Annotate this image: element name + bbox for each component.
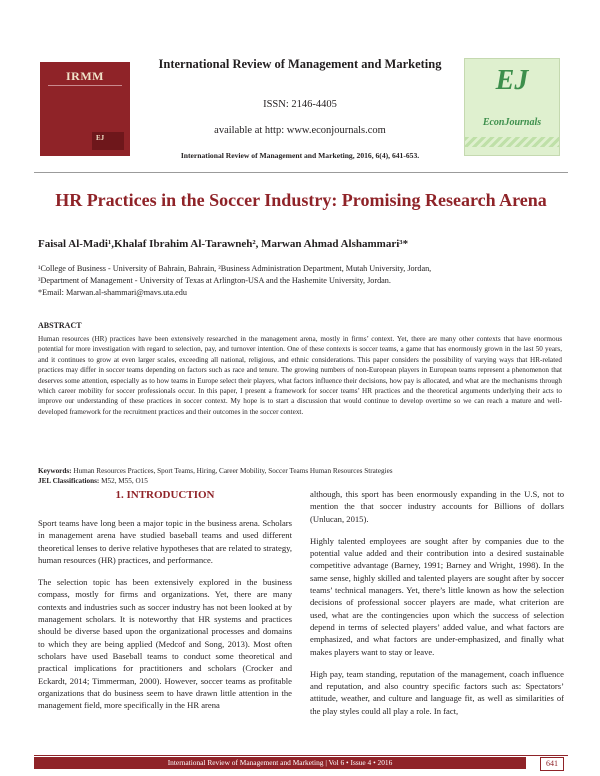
affiliation-line: ³Department of Management - University of Texas at Arlington-USA and the Hashemite University, Jordan. [38, 275, 391, 285]
availability-link[interactable]: available at http: www.econjournals.com [214, 125, 386, 136]
cover-divider [48, 85, 122, 86]
cover-title: IRMM [66, 69, 104, 83]
header-divider [34, 172, 568, 173]
journal-name: International Review of Management and Marketing [158, 57, 442, 71]
keywords-line [38, 466, 562, 476]
paragraph: The selection topic has been extensively explored in the business compass, mostly for firms and organizations. Yet, there are many contexts and industries such as soccer industry has not been looked at by management scholars. It is noteworthy that HR systems and practices should be diverse based upon the organizational processes and domains to which they are being applied (Medcof and Song, 2013). Most often scholars have used Baseball teams to conduct some theoretical and practical implications for practitioners and scholars (Crocker and Eckardt, 2014; Timmerman, 2000). However, soccer teams as profitable organizations that do business seem to have drawn little attention in the management field, more specifically in the HR arena [38, 577, 292, 711]
paragraph: Sport teams have long been a major topic in the business arena. Scholars in management arena have studied baseball teams and used different theoretical lenses to derive relative hypotheses that are related to strategy, human resources (HR) practices, and performance. [38, 518, 292, 565]
ej-logo-wordmark: EconJournals [482, 117, 542, 128]
ej-logo-mark: EJ [495, 65, 529, 96]
right-column [310, 488, 564, 727]
citation-line: International Review of Management and Marketing, 2016, 6(4), 641-653. [180, 151, 420, 160]
affiliations [38, 263, 558, 298]
footer-divider [34, 755, 568, 756]
abstract-heading: ABSTRACT [38, 321, 82, 330]
left-column [38, 517, 292, 721]
econjournals-logo [464, 58, 560, 156]
keywords-value: Human Resources Practices, Sport Teams, Hiring, Career Mobility, Soccer Teams Human Resources Strategies [71, 467, 393, 475]
section-heading: 1. INTRODUCTION [115, 489, 215, 501]
author-list: Faisal Al-Madi¹,Khalaf Ibrahim Al-Tarawneh², Marwan Ahmad Alshammari³* [38, 238, 409, 250]
page-number: 641 [540, 757, 564, 771]
paragraph: Highly talented employees are sought after by companies due to the potential value added and their contribution into a desired sustainable competitive advantage (Barney, 1991; Barney and Wright, 1998). In the same sense, highly skilled and talented players are sought after by soccer teams’ technical managers. Yet, there’s little known as how the selection decisions of professional soccer players are made, what criterion are used, what are the contingencies upon which the success of selection depend in terms of selected players’ added value, and what factors are emphasized, and what factors are under-emphasized, and finally what makes players want to stay or leave. [310, 535, 564, 657]
footer-journal-info: International Review of Management and Marketing | Vol 6 • Issue 4 • 2016 [34, 757, 526, 769]
jel-label: JEL Classifications: [38, 477, 100, 485]
article-title: HR Practices in the Soccer Industry: Promising Research Arena [55, 190, 547, 210]
jel-value: M52, M55, O15 [99, 477, 148, 485]
issn: ISSN: 2146-4405 [263, 99, 337, 110]
author-email[interactable]: *Email: Marwan.al-shammari@mavs.uta.edu [38, 287, 187, 297]
journal-cover-image [40, 62, 130, 156]
affiliation-line: ¹College of Business - University of Bahrain, Bahrain, ²Business Administration Department, Mutah University, Jordan, [38, 264, 432, 273]
abstract-text: Human resources (HR) practices have been extensively researched in the management arena, mostly in firms’ context. Yet, there are many other contexts that have enormous potential for more investigation with regard to selection, pay, and turnover intention. One of these contexts is soccer teams, a game that has enormously grown in the last 50 years, and it continues to grow at even larger scales, exceeding all national, religious, and ethnic considerations. This paper considers the possibility of varying ways that HR-related practices may differ in soccer teams depending on factors such as race and tenure. The growing numbers of non-European players in European teams represent a phenomenon that deserves some attention, especially as to how teams in Europe select their players, what factors influence their decisions, how pay is allocated, and what are the mechanisms through which career mobility for soccer professionals occur. In this paper, I present a framework for soccer teams’ HR practices and the theoretical arguments underlying their acts to improve our understanding of these practices in soccer context. My hope is to start a discussion that would continue to develop overtime so we can reach a mature and well-developed framework for the recruitment practices and their outcomes in the soccer context. [38, 335, 562, 416]
paragraph: High pay, team standing, reputation of the management, coach influence and reputation, and also country specific factors such as: Spectators’ attitude, weather, and culture and language fit, as well as similarities of the play styles could all play a role. In fact, [310, 668, 564, 716]
keywords-label: Keywords: [38, 467, 72, 475]
cover-logo-text: EJ [96, 134, 105, 142]
ej-logo-stripe [465, 137, 559, 147]
keywords-block [38, 466, 562, 486]
paragraph: although, this sport has been enormously expanding in the U.S, not to mention the that soccer industry accounts for Billions of dollars (Unlucan, 2015). [310, 489, 564, 524]
jel-line [38, 476, 562, 486]
